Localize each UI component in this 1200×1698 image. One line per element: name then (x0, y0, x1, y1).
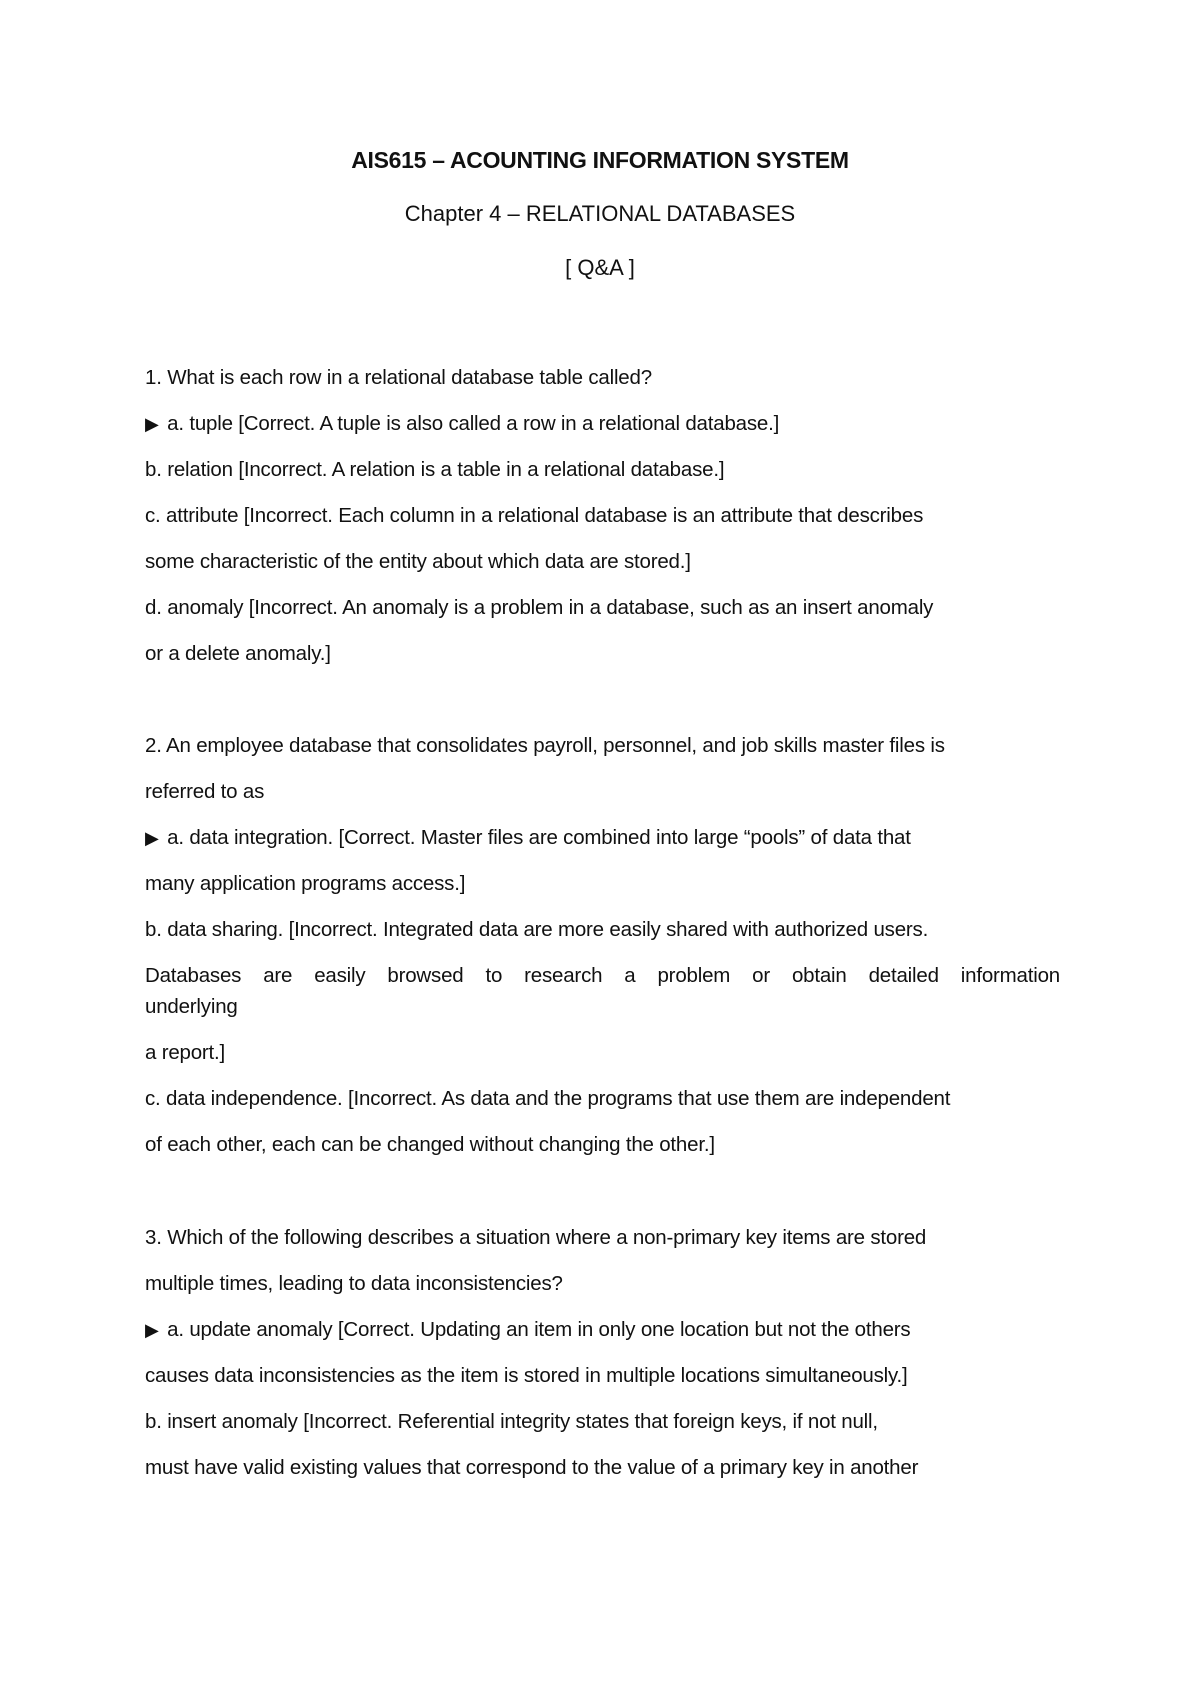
correct-answer-arrow-icon: ▶ (145, 1320, 159, 1340)
question-3-text: 3. Which of the following describes a situation where a non-primary key items are stored (145, 1226, 927, 1249)
question-3-text-cont: multiple times, leading to data inconsistencies? (145, 1272, 563, 1295)
question-2-answer-b-cont-3: a report.] (145, 1041, 226, 1064)
question-3-answer-b-cont: must have valid existing values that correspond to the value of a primary key in another (145, 1456, 919, 1479)
question-1-answer-d-cont: or a delete anomaly.] (145, 642, 331, 665)
question-1-text: 1. What is each row in a relational database table called? (145, 366, 652, 389)
question-2-answer-a-cont: many application programs access.] (145, 872, 466, 895)
question-1-answer-c: c. attribute [Incorrect. Each column in a relational database is an attribute that describes (145, 504, 924, 527)
answer-text: a. update anomaly [Correct. Updating an item in only one location but not the others (161, 1318, 911, 1341)
question-3-answer-a (145, 1317, 1060, 1343)
question-1-answer-b: b. relation [Incorrect. A relation is a table in a relational database.] (145, 458, 725, 481)
question-2-text: 2. An employee database that consolidates payroll, personnel, and job skills master files is (145, 734, 945, 757)
question-1-answer-d: d. anomaly [Incorrect. An anomaly is a problem in a database, such as an insert anomaly (145, 596, 934, 619)
question-2-answer-b-cont-2: underlying (145, 995, 238, 1018)
question-2-answer-a (145, 825, 1060, 851)
question-3-answer-a-cont: causes data inconsistencies as the item is stored in multiple locations simultaneously.] (145, 1364, 908, 1387)
correct-answer-arrow-icon: ▶ (145, 414, 159, 434)
chapter-subtitle: Chapter 4 – RELATIONAL DATABASES (404, 201, 796, 226)
question-1-answer-c-cont: some characteristic of the entity about which data are stored.] (145, 550, 691, 573)
qa-tag: [ Q&A ] (565, 255, 635, 280)
question-3-answer-b: b. insert anomaly [Incorrect. Referential integrity states that foreign keys, if not null, (145, 1410, 878, 1433)
question-2-answer-c-cont: of each other, each can be changed without changing the other.] (145, 1133, 715, 1156)
document-title: AIS615 – ACOUNTING INFORMATION SYSTEM (351, 147, 849, 173)
question-2-answer-b-cont: Databases are easily browsed to research a problem or obtain detailed information (145, 964, 1060, 987)
correct-answer-arrow-icon: ▶ (145, 828, 159, 848)
question-2-answer-b: b. data sharing. [Incorrect. Integrated data are more easily shared with authorized users. (145, 918, 929, 941)
answer-text: a. tuple [Correct. A tuple is also called a row in a relational database.] (161, 412, 780, 435)
question-2-text-cont: referred to as (145, 780, 265, 803)
answer-text: a. data integration. [Correct. Master files are combined into large “pools” of data that (161, 826, 911, 849)
question-1-answer-a (145, 411, 1060, 437)
question-2-answer-c: c. data independence. [Incorrect. As data and the programs that use them are independent (145, 1087, 951, 1110)
